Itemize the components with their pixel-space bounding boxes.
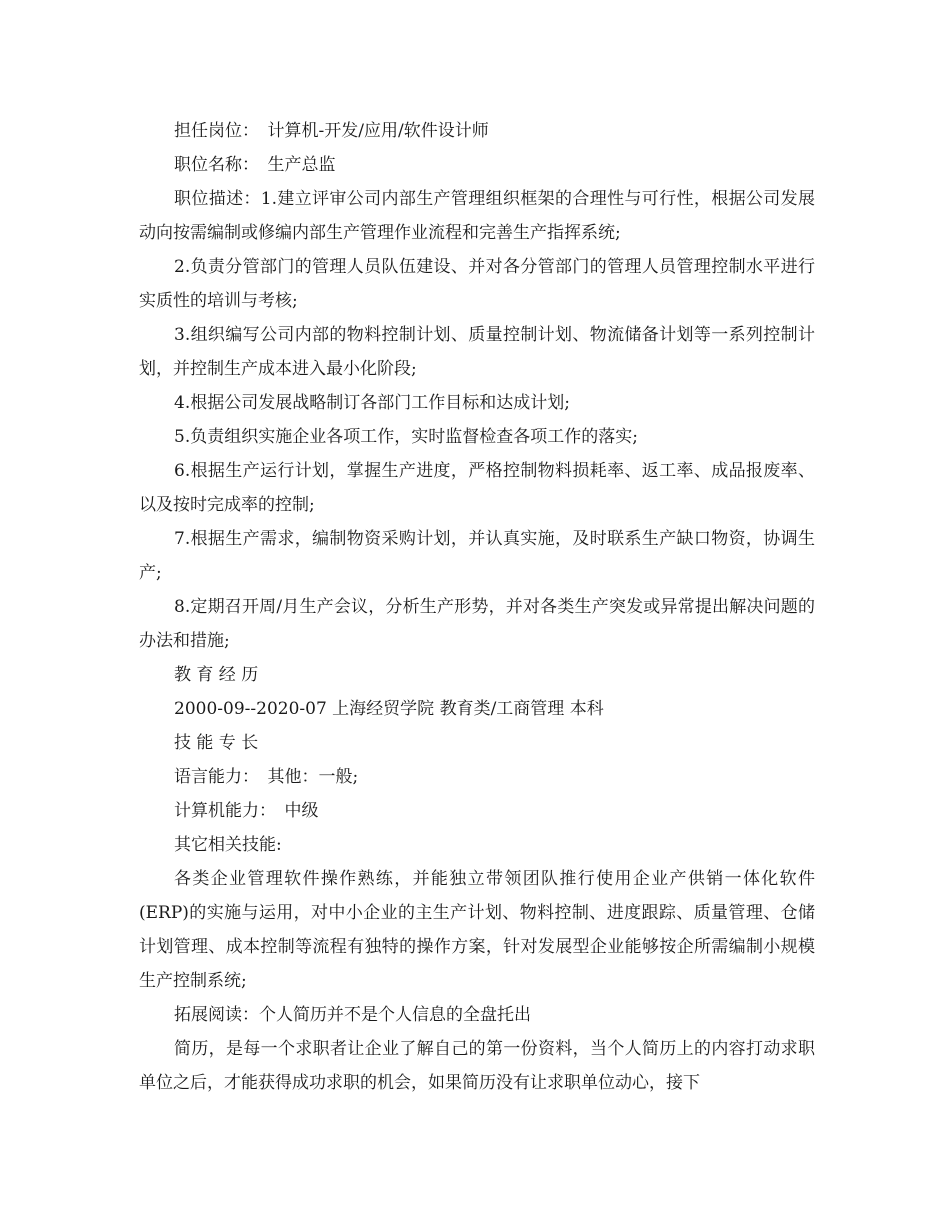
position-line: 担任岗位： 计算机-开发/应用/软件设计师 <box>174 121 489 141</box>
extended-reading-title: 拓展阅读：个人简历并不是个人信息的全盘托出 <box>174 1005 531 1025</box>
job-title-line: 职位名称： 生产总监 <box>174 155 336 175</box>
computer-skill-line: 计算机能力： 中级 <box>174 801 319 821</box>
job-description-item-3: 3.组织编写公司内部的物料控制计划、质量控制计划、物流储备计划等一系列控制计划，并控制生产成本进入最小化阶段; <box>139 325 815 379</box>
skills-heading: 技 能 专 长 <box>174 733 259 753</box>
education-heading: 教 育 经 历 <box>174 665 259 685</box>
other-skills-label: 其它相关技能: <box>174 835 282 855</box>
other-skills-description: 各类企业管理软件操作熟练，并能独立带领团队推行使用企业产供销一体化软件(ERP)的实施与运用，对中小企业的主生产计划、物料控制、进度跟踪、质量管理、仓储计划管理、成本控制等流程有独特的操作方案，针对发展型企业能够按企所需编制小规模生产控制系统; <box>139 869 815 991</box>
job-description-item-7: 7.根据生产需求，编制物资采购计划，并认真实施，及时联系生产缺口物资，协调生产; <box>139 529 815 583</box>
job-description-item-4: 4.根据公司发展战略制订各部门工作目标和达成计划; <box>174 393 570 413</box>
job-description-item-6: 6.根据生产运行计划，掌握生产进度，严格控制物料损耗率、返工率、成品报废率、以及按时完成率的控制; <box>139 461 815 515</box>
document-body <box>139 114 815 1100</box>
job-description-item-2: 2.负责分管部门的管理人员队伍建设、并对各分管部门的管理人员管理控制水平进行实质性的培训与考核; <box>139 257 815 311</box>
job-description-item-8: 8.定期召开周/月生产会议，分析生产形势，并对各类生产突发或异常提出解决问题的办法和措施; <box>139 597 815 651</box>
job-description-item-5: 5.负责组织实施企业各项工作，实时监督检查各项工作的落实; <box>174 427 638 447</box>
extended-reading-body: 简历，是每一个求职者让企业了解自己的第一份资料，当个人简历上的内容打动求职单位之后，才能获得成功求职的机会，如果简历没有让求职单位动心，接下 <box>139 1039 815 1093</box>
job-description-item-1: 职位描述：1.建立评审公司内部生产管理组织框架的合理性与可行性，根据公司发展动向按需编制或修编内部生产管理作业流程和完善生产指挥系统; <box>139 189 815 243</box>
language-skill-line: 语言能力： 其他：一般; <box>174 767 359 787</box>
education-entry: 2000-09--2020-07 上海经贸学院 教育类/工商管理 本科 <box>174 699 604 719</box>
